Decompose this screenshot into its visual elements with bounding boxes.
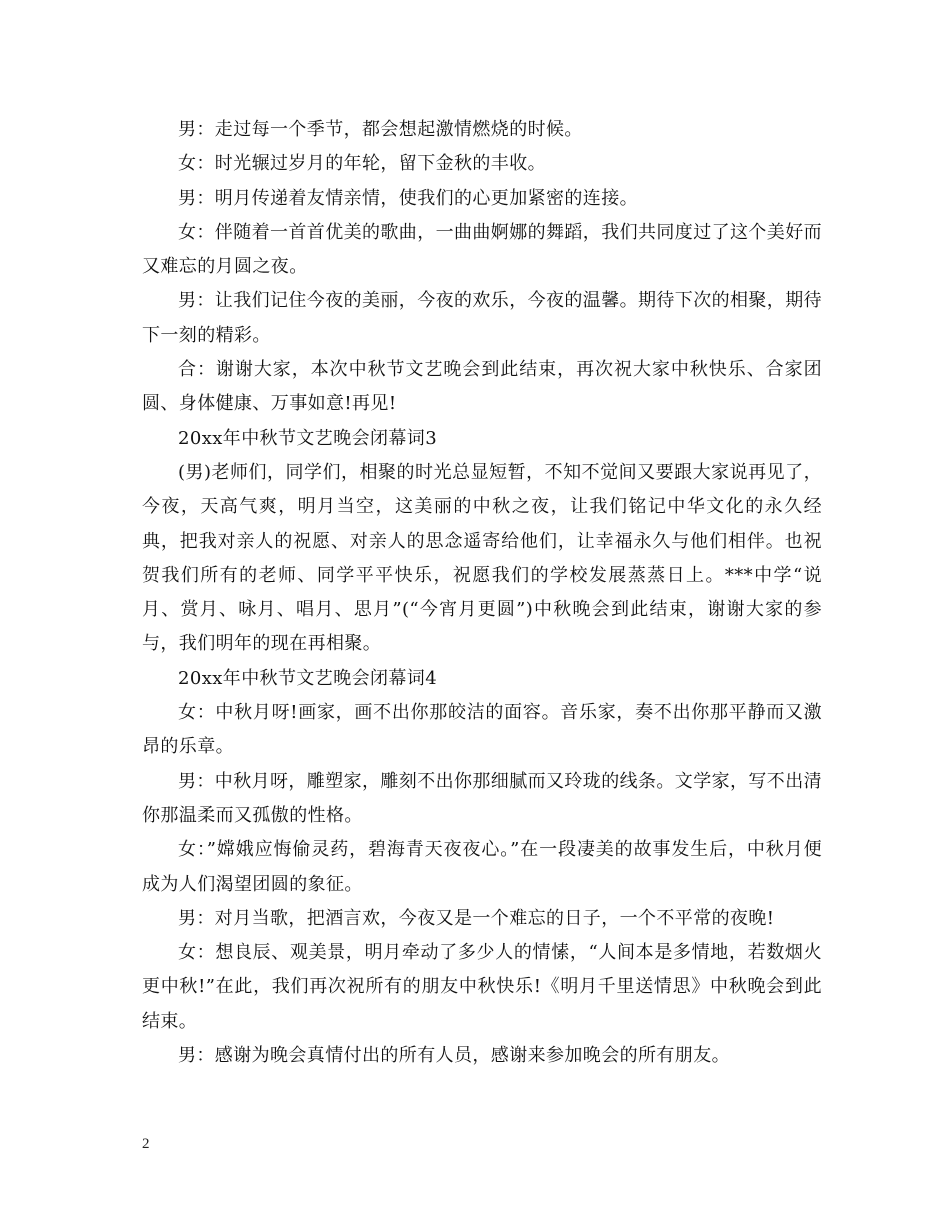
paragraph: 女：中秋月呀!画家，画不出你那皎洁的面容。音乐家，奏不出你那平静而又激昂的乐章。 — [142, 702, 822, 758]
paragraph: 男：对月当歌，把酒言欢，今夜又是一个难忘的日子，一个不平常的夜晚! — [178, 907, 775, 929]
paragraph: 男：中秋月呀，雕塑家，雕刻不出你那细腻而又玲珑的线条。文学家，写不出清你那温柔而又孤傲的性格。 — [142, 770, 822, 826]
paragraph: 女：”嫦娥应悔偷灵药，碧海青天夜夜心。”在一段凄美的故事发生后，中秋月便成为人们渴望团圆的象征。 — [142, 839, 822, 895]
paragraph: 男：感谢为晚会真情付出的所有人员，感谢来参加晚会的所有朋友。 — [178, 1045, 730, 1067]
paragraph: 女：想良辰、观美景，明月牵动了多少人的情愫，“人间本是多情地，若数烟火更中秋!”在此，我们再次祝所有的朋友中秋快乐!《明月千里送情思》中秋晚会到此结束。 — [142, 942, 822, 1032]
paragraph: 男：走过每一个季节，都会想起激情燃烧的时候。 — [178, 119, 583, 140]
paragraph: 女：伴随着一首首优美的歌曲，一曲曲婀娜的舞蹈，我们共同度过了这个美好而又难忘的月圆之夜。 — [142, 221, 822, 278]
paragraph: 男：让我们记住今夜的美丽，今夜的欢乐，今夜的温馨。期待下次的相聚，期待下一刻的精彩。 — [142, 290, 822, 346]
section-heading: 20xx年中秋节文艺晚会闭幕词3 — [178, 427, 438, 449]
paragraph: 女：时光辗过岁月的年轮，留下金秋的丰收。 — [178, 153, 546, 175]
paragraph: 男：明月传递着友情亲情，使我们的心更加紧密的连接。 — [178, 187, 638, 209]
paragraph: 合：谢谢大家，本次中秋节文艺晚会到此结束，再次祝大家中秋快乐、合家团圆、身体健康、万事如意!再见! — [142, 359, 822, 415]
section-heading: 20xx年中秋节文艺晚会闭幕词4 — [178, 667, 438, 689]
page-number: 2 — [142, 1136, 150, 1152]
document-body — [142, 113, 822, 1073]
paragraph: (男)老师们，同学们，相聚的时光总显短暂，不知不觉间又要跟大家说再见了，今夜，天高气爽，明月当空，这美丽的中秋之夜，让我们铭记中华文化的永久经典，把我对亲人的祝愿、对亲人的思念遥寄给他们，让幸福永久与他们相伴。也祝贺我们所有的老师、同学平平快乐，祝愿我们的学校发展蒸蒸日上。***中学“说月、赏月、咏月、唱月、思月”(“今宵月更圆”)中秋晚会到此结束，谢谢大家的参与，我们明年的现在再相聚。 — [142, 461, 822, 655]
